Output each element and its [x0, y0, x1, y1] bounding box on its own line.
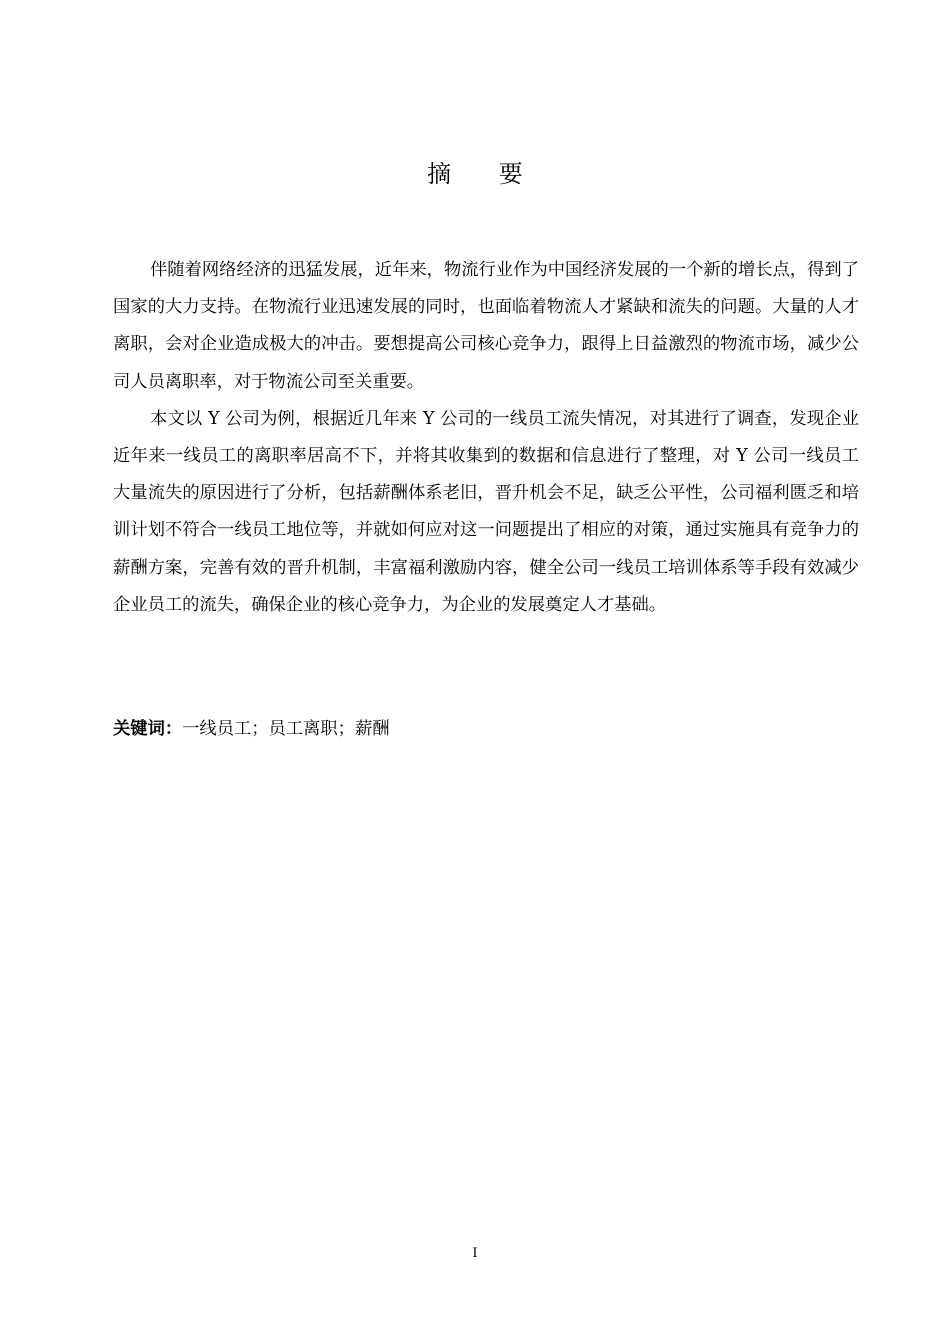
abstract-paragraph-1: 伴随着网络经济的迅猛发展，近年来，物流行业作为中国经济发展的一个新的增长点，得到了国家的大力支持。在物流行业迅速发展的同时，也面临着物流人才紧缺和流失的问题。大量的人才离职，会对企业造成极大的冲击。要想提高公司核心竞争力，跟得上日益激烈的物流市场，减少公司人员离职率，对于物流公司至关重要。 — [113, 260, 859, 392]
keywords-line — [113, 711, 859, 747]
page-number: I — [472, 1246, 478, 1261]
keywords-label: 关键词： — [113, 719, 183, 739]
abstract-paragraph-2: 本文以 Y 公司为例，根据近几年来 Y 公司的一线员工流失情况，对其进行了调查，发现企业近年来一线员工的离职率居高不下，并将其收集到的数据和信息进行了整理，对 Y 公司一线员工大量流失的原因进行了分析，包括薪酬体系老旧，晋升机会不足，缺乏公平性，公司福利匮乏和培训计划不符合一线员工地位等，并就如何应对这一问题提出了相应的对策，通过实施具有竞争力的薪酬方案，完善有效的晋升机制，丰富福利激励内容，健全公司一线员工培训体系等手段有效减少企业员工的流失，确保企业的核心竞争力，为企业的发展奠定人才基础。 — [113, 408, 859, 615]
keywords-value: 一线员工；员工离职；薪酬 — [182, 719, 390, 739]
abstract-title: 摘 要 — [427, 160, 543, 188]
abstract-body — [113, 252, 859, 624]
